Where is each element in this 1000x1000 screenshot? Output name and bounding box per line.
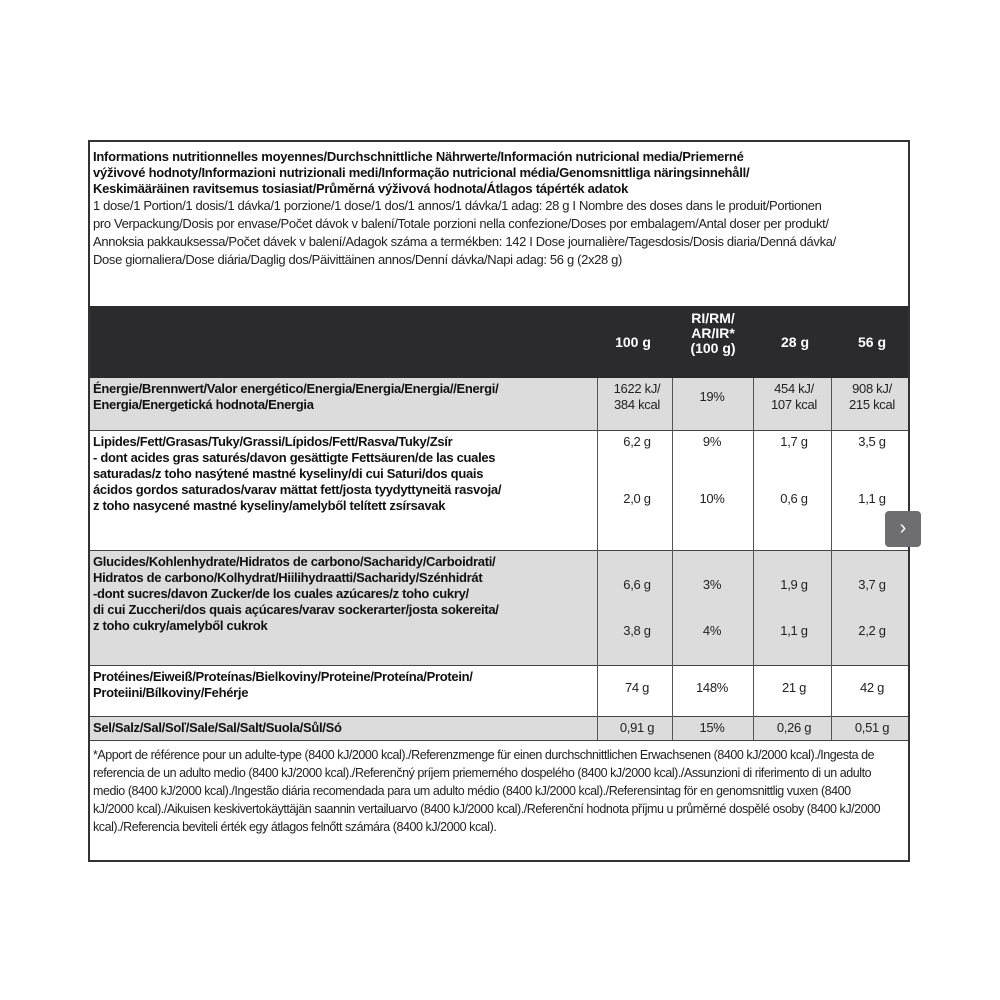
cell-ri: 9% — [702, 434, 722, 449]
cell-ri-sugars: 4% — [702, 623, 722, 638]
cell-ri: 148% — [695, 680, 729, 695]
column-header-ri-line: RI/RM/ — [691, 310, 735, 326]
cell-56g: 42 g — [859, 680, 885, 695]
column-divider — [831, 378, 832, 740]
cell-28g: 0,26 g — [776, 720, 812, 735]
column-header-ri-line: (100 g) — [690, 340, 736, 356]
info-line: 1 dose/1 Portion/1 dosis/1 dávka/1 porzione/1 dose/1 dos/1 annos/1 dávka/1 adag: 28 g I Nombre des doses dans le produit/Portionen — [93, 198, 822, 213]
column-header-28g: 28 g — [780, 334, 809, 350]
title-line: Keskimääräinen ravitsemus tosiasiat/Průměrná výživová hodnota/Átlagos tápérték adatok — [93, 181, 629, 196]
cell-28g: 454 kJ/ 107 kcal — [770, 381, 818, 412]
table-row-fat — [90, 431, 908, 550]
table-header — [90, 306, 908, 378]
cell-56g: 0,51 g — [854, 720, 890, 735]
cell-56g-saturates: 1,1 g — [858, 491, 886, 506]
cell-ri: 15% — [699, 720, 725, 735]
title-line: Informations nutritionnelles moyennes/Durchschnittliche Nährwerte/Información nutricional media/Priemerné — [93, 149, 744, 164]
footnote-line: referencia de un adulto medio (8400 kJ/2000 kcal)./Referenčný príjem priemerného dospelého (8400 kJ/2000 kcal)./Assunzioni di riferimento di un adulto — [93, 766, 872, 780]
cell-ri: 3% — [702, 577, 722, 592]
table-row-salt — [90, 717, 908, 740]
cell-28g: 1,9 g — [780, 577, 808, 592]
row-label: Énergie/Brennwert/Valor energético/Energia/Energia/Energia//Energi/ Energia/Energetická hodnota/Energia — [93, 381, 499, 412]
column-header-ri-line: AR/IR* — [691, 325, 735, 341]
cell-ri: 19% — [699, 389, 725, 404]
nutrition-header — [90, 142, 908, 306]
cell-28g: 21 g — [781, 680, 807, 695]
column-header-100g: 100 g — [615, 334, 651, 350]
info-line: Dose giornaliera/Dose diária/Daglig dos/Päivittäinen annos/Denní dávka/Napi adag: 56 g (2x28 g) — [93, 252, 622, 267]
reference-intake-footnote — [90, 740, 908, 860]
row-label: Sel/Salz/Sal/Soľ/Sale/Sal/Salt/Suola/Sůl/Só — [93, 720, 342, 735]
column-divider — [753, 378, 754, 740]
info-line: Annoksia pakkauksessa/Počet dávek v balení/Adagok száma a termékben: 142 I Dose journalière/Tagesdosis/Dosis diaria/Denná dávka/ — [93, 234, 836, 249]
column-header-56g: 56 g — [857, 334, 886, 350]
row-label: Protéines/Eiweiß/Proteínas/Bielkoviny/Proteine/Proteína/Protein/ Proteiini/Bílkoviny/Fehérje — [93, 669, 473, 700]
cell-100g: 1622 kJ/ 384 kcal — [613, 381, 661, 412]
cell-100g: 0,91 g — [619, 720, 655, 735]
footnote-line: kJ/2000 kcal)./Aikuisen keskivertokäyttäjän saannin vertailuarvo (8400 kJ/2000 kcal)./Referenční hodnota příjmu u průměrné dospělé osoby (8400 kJ/2000 — [93, 802, 881, 816]
footnote-line: *Apport de référence pour un adulte-type (8400 kJ/2000 kcal)./Referenzmenge für einen durchschnittlichen Erwachsenen (8400 kJ/2000 kcal)./Ingesta de — [93, 748, 875, 762]
cell-56g-sugars: 2,2 g — [858, 623, 886, 638]
cell-56g: 908 kJ/ 215 kcal — [848, 381, 896, 412]
cell-28g-sugars: 1,1 g — [780, 623, 808, 638]
cell-ri-saturates: 10% — [699, 491, 725, 506]
cell-56g: 3,7 g — [858, 577, 886, 592]
nutrition-label-panel — [88, 140, 910, 862]
cell-100g: 6,2 g — [623, 434, 651, 449]
column-header-ri — [673, 311, 753, 356]
chevron-right-icon: › — [899, 517, 907, 539]
cell-28g-saturates: 0,6 g — [780, 491, 808, 506]
nutrition-title — [93, 149, 904, 197]
cell-100g: 6,6 g — [623, 577, 651, 592]
cell-100g-sugars: 3,8 g — [623, 623, 651, 638]
row-label: Lipides/Fett/Grasas/Tuky/Grassi/Lípidos/Fett/Rasva/Tuky/Zsír - dont acides gras saturés/davon gesättigte Fettsäuren/de las cuales saturadas/z toho nasýtené mastné kyseliny/di cui Saturi/dos quais ácidos gordos saturados/varav mättat fett/josta tyydyttyneitä rasvoja/ z toho nasycené mastné kyseliny/amelyből telített zsírsavak — [93, 434, 502, 513]
table-row-protein — [90, 666, 908, 716]
cell-100g: 74 g — [624, 680, 650, 695]
serving-info — [93, 197, 904, 269]
footnote-line: kcal)./Referencia beviteli érték egy átlagos felnőtt számára (8400 kJ/2000 kcal). — [93, 820, 497, 834]
next-image-button[interactable] — [885, 511, 921, 547]
cell-28g: 1,7 g — [780, 434, 808, 449]
table-row-carbohydrates — [90, 551, 908, 665]
cell-56g: 3,5 g — [858, 434, 886, 449]
row-label: Glucides/Kohlenhydrate/Hidratos de carbono/Sacharidy/Carboidrati/ Hidratos de carbono/Kolhydrat/Hiilihydraatti/Sacharidy/Szénhidrát -dont sucres/davon Zucker/de los cuales azúcares/z toho cukry/ di cui Zuccheri/dos quais açúcares/varav sockerarter/josta sokereita/ z toho cukry/amelyből cukrok — [93, 554, 499, 633]
table-row-energy — [90, 378, 908, 430]
footnote-line: medio (8400 kJ/2000 kcal)./Ingestão diária recomendada para um adulto médio (8400 kJ/2000 kcal)./Referensintag för en genomsnittlig vuxen (8400 — [93, 784, 851, 798]
column-divider — [597, 378, 598, 740]
column-divider — [672, 378, 673, 740]
title-line: výživové hodnoty/Informazioni nutrizionali medi/Informação nutricional média/Genomsnittliga näringsinnehåll/ — [93, 165, 750, 180]
info-line: pro Verpackung/Dosis por envase/Počet dávok v balení/Totale porzioni nella confezione/Doses por embalagem/Antal doser per produkt/ — [93, 216, 829, 231]
cell-100g-saturates: 2,0 g — [623, 491, 651, 506]
